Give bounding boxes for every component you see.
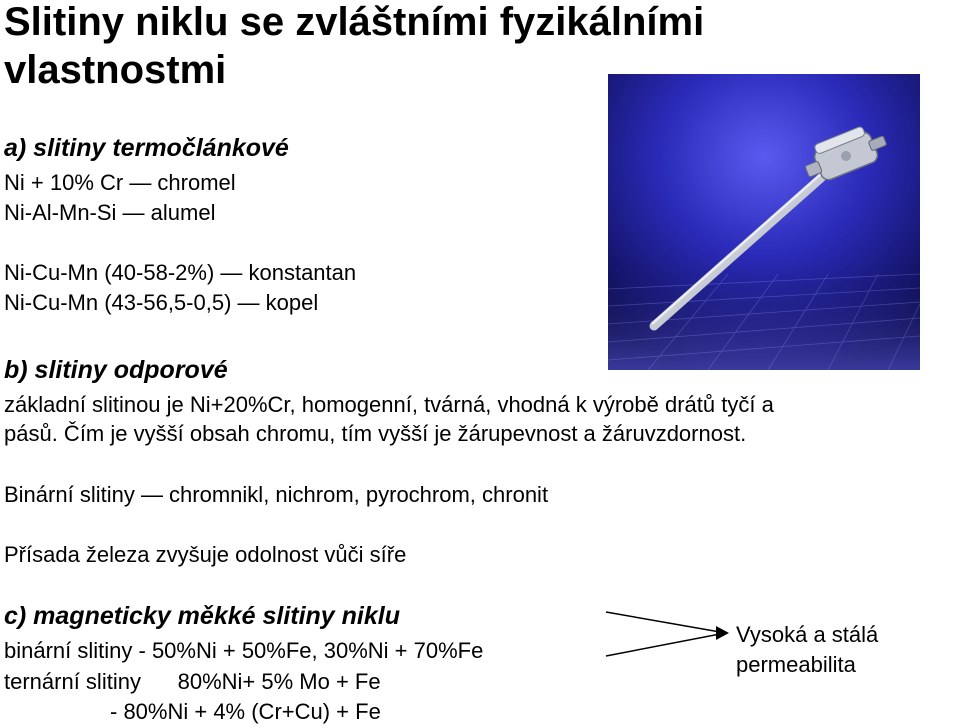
section-b-heading: b) slitiny odporové	[4, 356, 228, 384]
soft-magnetic-ternary-line-2: - 80%Ni + 4% (Cr+Cu) + Fe	[110, 699, 381, 724]
thermocouple-probe-photo	[608, 74, 920, 370]
arrow-head	[716, 626, 729, 640]
page-title	[4, 0, 704, 94]
thermocouple-alloy-kopel: Ni-Cu-Mn (43-56,5-0,5) — kopel	[4, 290, 319, 315]
callout-box	[736, 620, 878, 680]
thermocouple-alloy-alumel: Ni-Al-Mn-Si — alumel	[4, 200, 216, 225]
soft-magnetic-binary-line: binární slitiny - 50%Ni + 50%Fe, 30%Ni + 70%Fe	[4, 638, 484, 663]
arrow-line-lower	[606, 634, 720, 656]
binary-alloys-line: Binární slitiny — chromnikl, nichrom, pyrochrom, chronit	[4, 482, 549, 507]
callout-line-2: permeabilita	[736, 652, 856, 677]
callout-line-1: Vysoká a stálá	[736, 622, 879, 647]
arrow-line-upper	[606, 612, 720, 632]
thermocouple-probe-image	[608, 74, 920, 370]
resistance-alloy-description-line-2: pásů. Čím je vyšší obsah chromu, tím vyšší je žárupevnost a žáruvzdornost.	[4, 421, 747, 446]
thermocouple-alloy-konstantan: Ni-Cu-Mn (40-58-2%) — konstantan	[4, 260, 357, 285]
resistance-alloy-description-line-1: základní slitinou je Ni+20%Cr, homogenní, tvárná, vhodná k výrobě drátů tyčí a	[4, 392, 774, 417]
section-a-heading: a) slitiny termočlánkové	[4, 134, 289, 162]
page-title-line-2: vlastnostmi	[4, 48, 227, 92]
iron-additive-line: Přísada železa zvyšuje odolnost vůči síře	[4, 542, 407, 567]
section-c-heading: c) magneticky měkké slitiny niklu	[4, 602, 400, 630]
thermocouple-alloy-chromel: Ni + 10% Cr — chromel	[4, 170, 236, 195]
page-title-line-1: Slitiny niklu se zvláštními fyzikálními	[4, 0, 705, 44]
soft-magnetic-ternary-line: ternární slitiny 80%Ni+ 5% Mo + Fe	[4, 669, 381, 694]
